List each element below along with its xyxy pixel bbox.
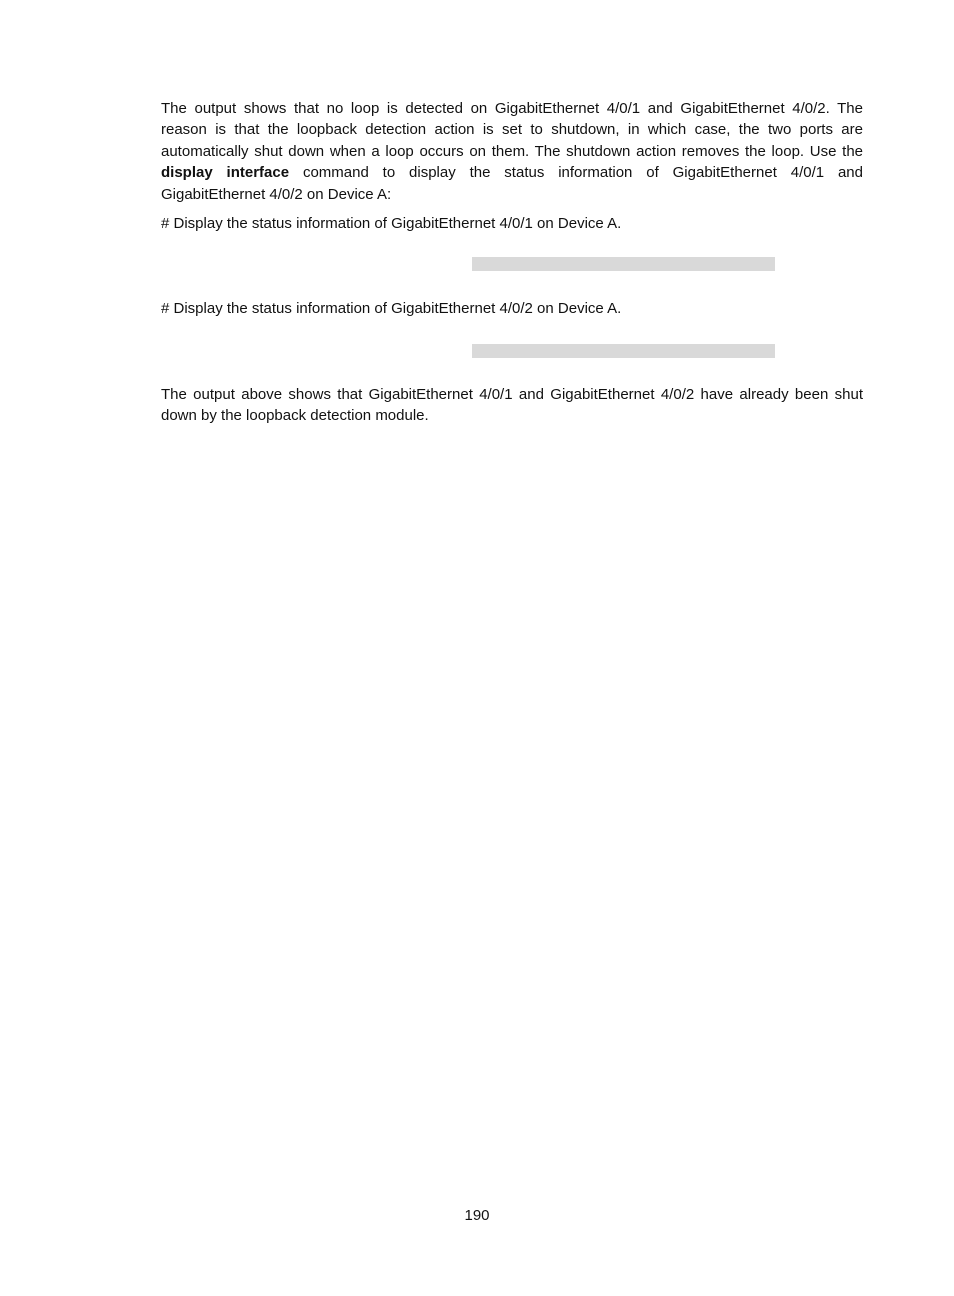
- intro-text-2: command to display the status information of GigabitEthernet 4/0/1 and GigabitEthernet 4/0/2 on Device A:: [161, 164, 863, 203]
- code-output-port1: [161, 234, 863, 298]
- code-output-bar: [472, 257, 775, 271]
- page-number: 190: [464, 1207, 490, 1224]
- step-display-port2: # Display the status information of GigabitEthernet 4/0/2 on Device A.: [161, 300, 622, 318]
- code-output-port2: [161, 320, 863, 384]
- conclusion-paragraph: The output above shows that GigabitEthernet 4/0/1 and GigabitEthernet 4/0/2 have already been shut down by the loopback detection module.: [161, 385, 863, 425]
- intro-text-1: The output shows that no loop is detected on GigabitEthernet 4/0/1 and GigabitEthernet 4/0/2. The reason is that the loopback detection action is set to shutdown, in which case, the two ports are automatically shut down when a loop occurs on them. The shutdown action removes the loop. Use the: [161, 100, 863, 160]
- code-output-bar: [472, 344, 775, 358]
- document-body: [161, 98, 863, 427]
- command-keyword: display interface: [161, 164, 290, 182]
- intro-paragraph: [161, 98, 863, 205]
- step-display-port1: # Display the status information of GigabitEthernet 4/0/1 on Device A.: [161, 215, 622, 233]
